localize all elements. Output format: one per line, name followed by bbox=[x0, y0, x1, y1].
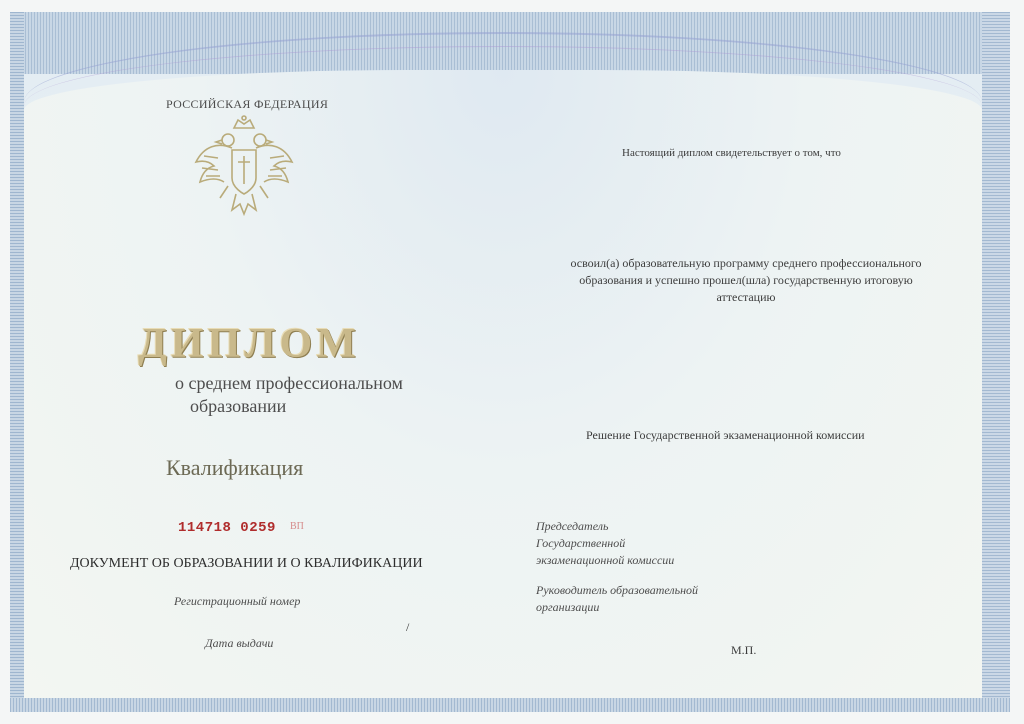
document-type-label: ДОКУМЕНТ ОБ ОБРАЗОВАНИИ И О КВАЛИФИКАЦИИ bbox=[70, 556, 423, 571]
seal-place-label: М.П. bbox=[731, 643, 757, 657]
serial-suffix: ВП bbox=[290, 521, 304, 532]
commission-decision-label: Решение Государственной экзаменационной комиссии bbox=[586, 428, 865, 442]
guilloche-border-right bbox=[982, 12, 1010, 712]
serial-number: 114718 0259 bbox=[178, 520, 276, 536]
diploma-title: ДИПЛОМ bbox=[138, 321, 360, 367]
program-completion-line3: аттестацию bbox=[716, 290, 776, 304]
head-line1: Руководитель образовательной bbox=[536, 583, 699, 597]
chair-line1: Председатель bbox=[536, 519, 609, 533]
certifies-statement: Настоящий диплом свидетельствует о том, что bbox=[622, 147, 841, 159]
chair-line3: экзаменационной комиссии bbox=[536, 553, 675, 567]
organization-head-block bbox=[536, 582, 698, 616]
double-headed-eagle-icon bbox=[188, 112, 300, 224]
slash-mark: / bbox=[406, 620, 410, 634]
country-heading: РОССИЙСКАЯ ФЕДЕРАЦИЯ bbox=[166, 97, 329, 111]
program-completion-statement bbox=[546, 255, 946, 306]
inner-field bbox=[24, 70, 982, 698]
head-line2: организации bbox=[536, 600, 600, 614]
guilloche-border-left bbox=[10, 12, 24, 712]
guilloche-border-bottom bbox=[10, 698, 1010, 712]
program-completion-line1: освоил(а) образовательную программу среднего профессионального bbox=[570, 256, 922, 270]
qualification-label: Квалификация bbox=[166, 455, 304, 480]
registration-number-label: Регистрационный номер bbox=[174, 594, 301, 608]
chair-line2: Государственной bbox=[536, 536, 626, 550]
program-completion-line2: образования и успешно прошел(шла) государственную итоговую bbox=[579, 273, 913, 287]
commission-chair-block bbox=[536, 518, 674, 569]
diploma-subtitle-line1: о среднем профессиональном bbox=[175, 373, 403, 393]
diploma-subtitle-line2: образовании bbox=[190, 396, 287, 416]
issue-date-label: Дата выдачи bbox=[205, 636, 274, 650]
